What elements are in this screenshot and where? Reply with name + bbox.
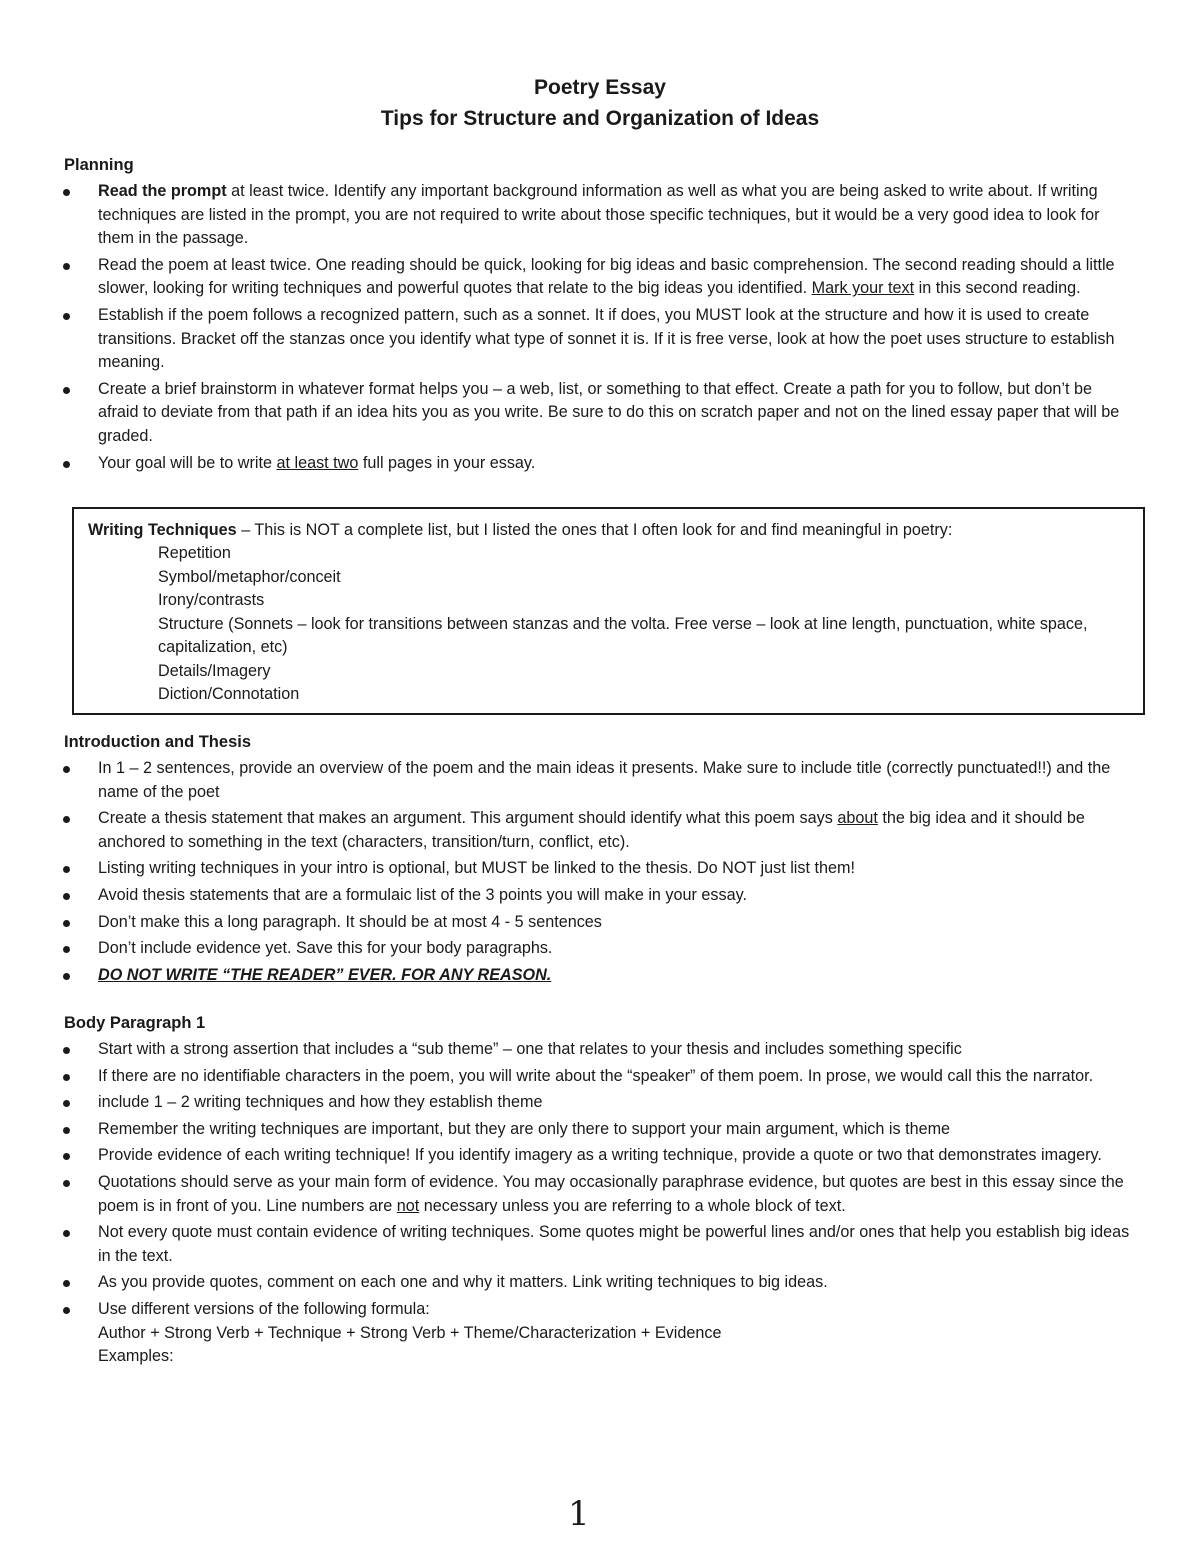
page-number: 1 [568,1494,590,1534]
bullet-icon [63,1047,70,1054]
item-text: Avoid thesis statements that are a formulaic list of the 3 points you will make in your essay. [98,885,748,904]
item-text-after: full pages in your essay. [358,453,536,472]
item-text: Establish if the poem follows a recognized pattern, such as a sonnet. It if does, you MUST look at the structure and how it is used to create transitions. Bracket off the stanzas once you identify what type of sonnet it is. If it is free verse, look at how the poet uses structure to establish meaning. [98,305,1115,372]
technique-item: Details/Imagery [158,661,271,680]
item-text: Don’t include evidence yet. Save this for your body paragraphs. [98,939,553,958]
planning-list [0,180,1200,478]
bullet-icon [63,313,70,320]
bullet-icon [63,1127,70,1134]
item-text-before: Your goal will be to write [98,453,277,472]
list-item [0,378,1200,449]
item-text: As you provide quotes, comment on each one and why it matters. Link writing techniques to big ideas. [98,1273,828,1292]
list-item [0,911,1200,935]
list-item [0,1144,1200,1168]
list-item [0,1091,1200,1115]
underlined-text: about [837,809,878,828]
list-item [0,1038,1200,1062]
item-text-after: necessary unless you are referring to a whole block of text. [419,1196,846,1215]
bullet-icon [63,766,70,773]
bullet-icon [63,1307,70,1314]
item-text: In 1 – 2 sentences, provide an overview of the poem and the main ideas it presents. Make sure to include title (correctly punctuated!!) and the name of the poet [98,759,1111,801]
examples-label: Examples: [98,1347,174,1366]
list-item [0,807,1200,854]
item-text: Don’t make this a long paragraph. It should be at most 4 - 5 sentences [98,912,602,931]
introduction-list [0,757,1200,990]
bullet-icon [63,893,70,900]
formula-block [98,1298,1130,1369]
list-item [0,1298,1200,1369]
box-heading [88,519,952,542]
item-text-before: Read the poem at least twice. One reading should be quick, looking for big ideas and basic comprehension. The second reading should a little slower, looking for writing techniques and powerful quotes that relate to the big ideas you identified. [98,255,1115,298]
technique-item: Structure (Sonnets – look for transitions between stanzas and the volta. Free verse – look at line length, punctuation, white space, capitalization, etc) [158,614,1088,656]
introduction-heading: Introduction and Thesis [64,733,252,751]
bullet-icon [63,1074,70,1081]
bullet-icon [63,1180,70,1187]
underlined-text: not [396,1196,420,1215]
item-text-before: Create a thesis statement that makes an argument. This argument should identify what this poem says [98,809,838,828]
planning-heading: Planning [64,156,134,174]
list-item [0,254,1200,301]
title-line-2: Tips for Structure and Organization of Ideas [380,107,820,130]
list-item [0,964,1200,988]
box-bold-lead: Writing Techniques [88,521,237,539]
item-text: at least twice. Identify any important background information as well as what you are being asked to write about. If writing techniques are listed in the prompt, you are not required to write about those specific techniques, but it would be a very good idea to look for them in the passage. [98,182,1100,248]
bold-lead: Read the prompt [98,182,227,200]
bullet-icon [63,263,70,270]
bullet-icon [63,920,70,927]
underlined-text: at least two [276,453,359,472]
body-paragraph-1-heading: Body Paragraph 1 [64,1014,206,1032]
list-item [0,1118,1200,1142]
technique-item: Repetition [158,544,231,562]
bullet-icon [63,387,70,394]
writing-techniques-box [72,507,1145,715]
techniques-list [158,542,1103,707]
body-paragraph-1-list [0,1038,1200,1372]
list-item [0,452,1200,476]
formula-intro: Use different versions of the following formula: [98,1299,430,1318]
item-text: include 1 – 2 writing techniques and how they establish theme [98,1093,543,1112]
list-item [0,1171,1200,1218]
item-text: Create a brief brainstorm in whatever format helps you – a web, list, or something to that effect. Create a path for you to follow, but don’t be afraid to deviate from that path if an idea hits you as you write. Be sure to do this on scratch paper and not on the lined essay paper that will be graded. [98,379,1120,445]
list-item [0,757,1200,804]
box-heading-text: – This is NOT a complete list, but I listed the ones that I often look for and find meaningful in poetry: [236,521,953,539]
item-text: If there are no identifiable characters in the poem, you will write about the “speaker” of them poem. In prose, we would call this the narrator. [98,1066,1094,1085]
item-text: Start with a strong assertion that includes a “sub theme” – one that relates to your thesis and includes something specific [98,1040,962,1058]
list-item [0,180,1200,251]
formula-line: Author + Strong Verb + Technique + Strong Verb + Theme/Characterization + Evidence [98,1323,722,1342]
list-item [0,1271,1200,1295]
item-text-before: Quotations should serve as your main form of evidence. You may occasionally paraphrase evidence, but quotes are best in this essay since the poem is in front of you. Line numbers are [98,1172,1124,1215]
bullet-icon [63,973,70,980]
list-item [0,884,1200,908]
list-item [0,857,1200,881]
bullet-icon [63,946,70,953]
bullet-icon [63,461,70,468]
item-text: Provide evidence of each writing technique! If you identify imagery as a writing technique, provide a quote or two that demonstrates imagery. [98,1146,1102,1165]
bullet-icon [63,1230,70,1237]
list-item [0,937,1200,961]
list-item [0,1065,1200,1089]
bullet-icon [63,189,70,196]
list-item [0,304,1200,375]
technique-item: Symbol/metaphor/conceit [158,567,341,586]
technique-item: Diction/Connotation [158,685,300,703]
item-text-after: in this second reading. [914,279,1081,298]
item-text: Listing writing techniques in your intro is optional, but MUST be linked to the thesis. Do NOT just list them! [98,859,855,878]
underlined-text: Mark your text [811,279,915,298]
bullet-icon [63,866,70,873]
emphasis-text: DO NOT WRITE “THE READER” EVER. FOR ANY REASON. [98,965,552,984]
item-text-after: the big idea and it should be anchored to something in the text (characters, transition/turn, conflict, etc). [98,809,1085,851]
bullet-icon [63,1280,70,1287]
list-item [0,1221,1200,1268]
bullet-icon [63,816,70,823]
document-title [0,72,1200,134]
bullet-icon [63,1100,70,1107]
bullet-icon [63,1153,70,1160]
technique-item: Irony/contrasts [158,591,265,609]
item-text: Not every quote must contain evidence of writing techniques. Some quotes might be powerful lines and/or ones that help you establish big ideas in the text. [98,1223,1130,1265]
title-line-1: Poetry Essay [534,76,666,99]
item-text: Remember the writing techniques are important, but they are only there to support your main argument, which is theme [98,1119,951,1138]
